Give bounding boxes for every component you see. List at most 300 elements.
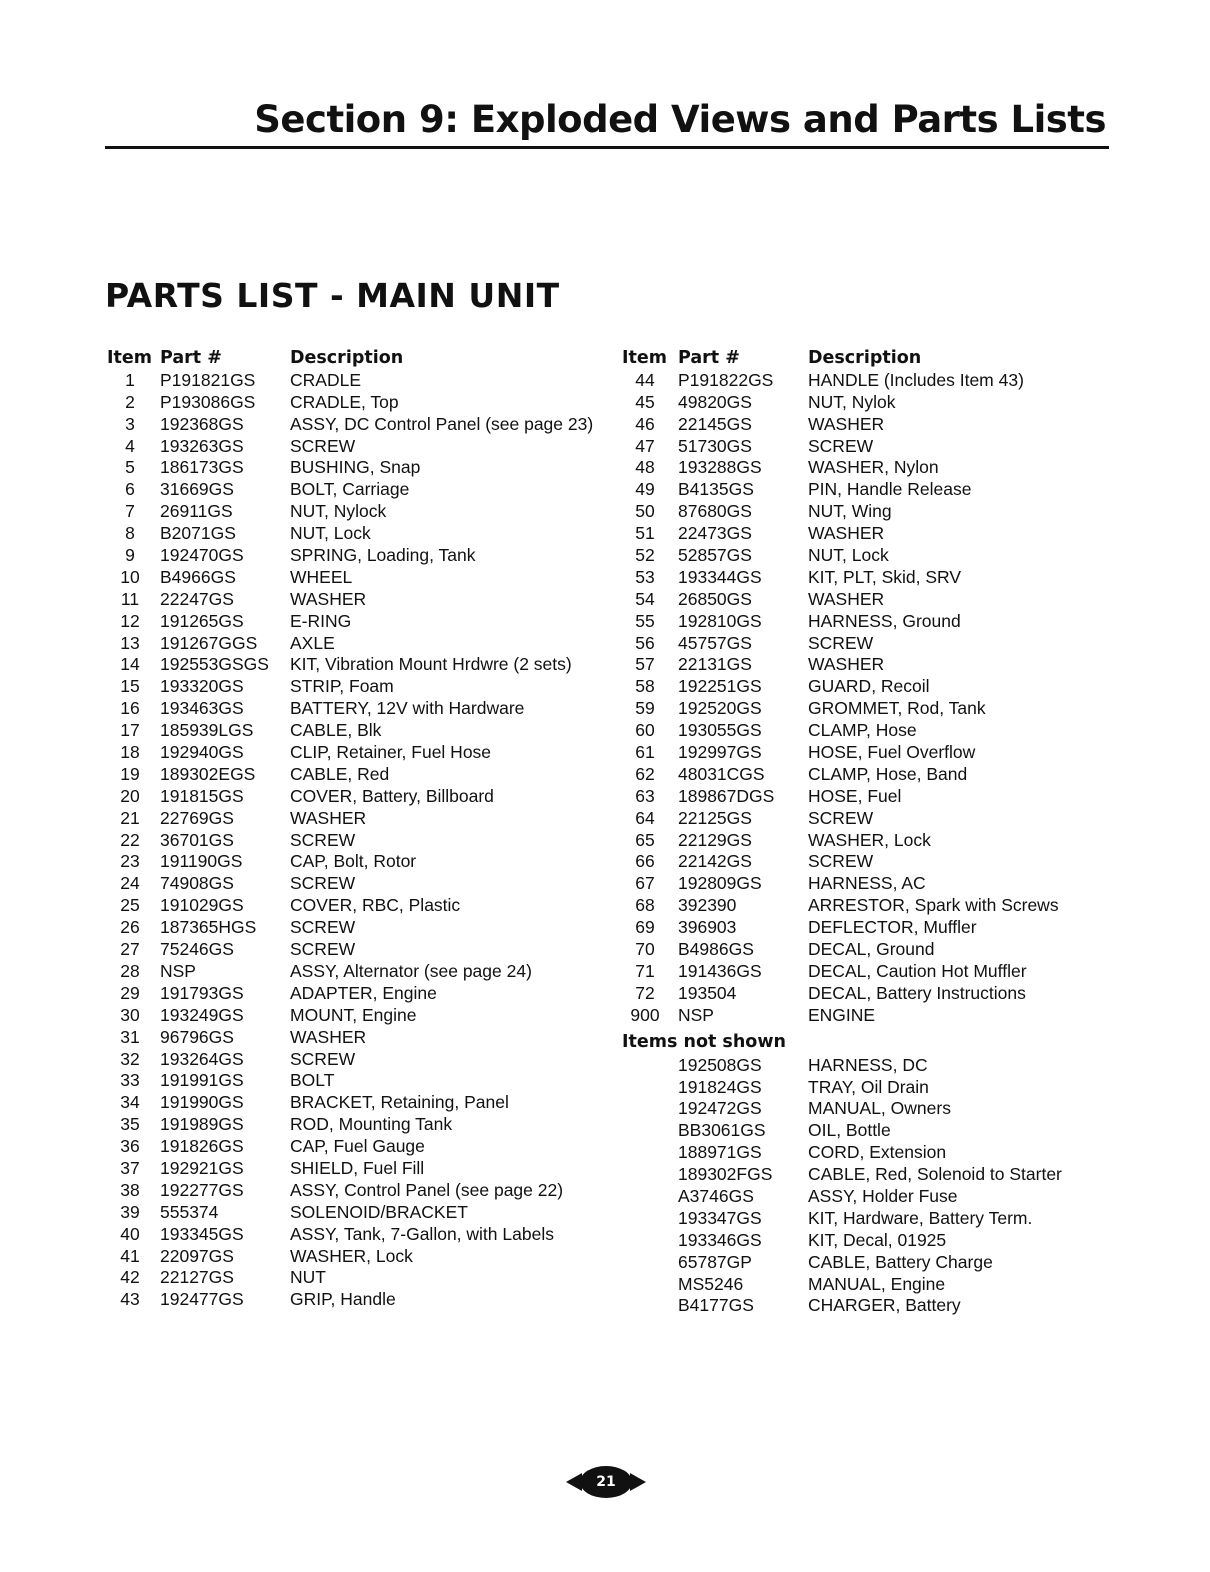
item-number: 69	[635, 917, 655, 938]
part-description: ADAPTER, Engine	[290, 982, 437, 1003]
table-row	[622, 982, 1026, 1005]
item-number: 46	[635, 413, 655, 434]
part-description: HOSE, Fuel	[808, 785, 902, 806]
table-row	[622, 479, 972, 501]
part-description: DECAL, Ground	[808, 939, 935, 960]
part-description: NUT, Wing	[808, 501, 892, 522]
item-number: 14	[120, 654, 140, 675]
item-number: 2	[125, 391, 135, 412]
item-number: 36	[120, 1136, 140, 1157]
table-row	[622, 545, 889, 567]
part-number: 193463GS	[160, 698, 244, 719]
item-number: 64	[635, 807, 655, 828]
table-row	[622, 917, 977, 939]
part-number: 87680GS	[678, 501, 752, 522]
part-number: 96796GS	[160, 1026, 234, 1047]
item-number: 38	[120, 1179, 140, 1200]
part-number: 192809GS	[678, 873, 762, 894]
part-description: CAP, Bolt, Rotor	[290, 851, 417, 872]
item-number: 60	[635, 720, 655, 741]
item-number: 67	[635, 873, 655, 894]
part-description: ARRESTOR, Spark with Screws	[808, 895, 1059, 916]
table-row	[622, 742, 976, 764]
part-number: A3746GS	[678, 1185, 754, 1206]
item-number: 39	[120, 1201, 140, 1222]
items-not-shown-body	[622, 1054, 1062, 1318]
item-number: 47	[635, 435, 655, 456]
part-description: ENGINE	[808, 1004, 876, 1025]
item-number: 71	[635, 960, 655, 981]
table-row	[622, 1098, 951, 1120]
part-description: DEFLECTOR, Muffler	[808, 917, 977, 938]
part-number: 31669GS	[160, 479, 234, 500]
part-number: 22131GS	[678, 654, 752, 675]
part-description: DECAL, Caution Hot Muffler	[808, 960, 1027, 981]
part-description: WASHER	[808, 523, 885, 544]
table-header	[622, 348, 922, 370]
item-number: 23	[120, 851, 140, 872]
part-number: 74908GS	[160, 873, 234, 894]
part-number: B4177GS	[678, 1295, 754, 1316]
item-number: 34	[120, 1092, 140, 1113]
part-number: B2071GS	[160, 523, 236, 544]
table-row	[622, 1229, 947, 1252]
part-description: CHARGER, Battery	[808, 1295, 961, 1316]
table-row	[622, 369, 1024, 392]
part-description: SCREW	[290, 917, 356, 938]
part-number: 22129GS	[678, 829, 752, 850]
part-description: HARNESS, Ground	[808, 610, 961, 631]
part-description: COVER, Battery, Billboard	[290, 785, 494, 806]
table-row	[622, 413, 885, 436]
part-number: 189302FGS	[678, 1164, 773, 1185]
part-number: 26911GS	[160, 501, 233, 522]
part-number: 192810GS	[678, 610, 762, 631]
part-description: ASSY, Tank, 7-Gallon, with Labels	[290, 1223, 554, 1244]
part-description: SCREW	[808, 807, 874, 828]
title-divider	[105, 146, 1109, 149]
part-description: SCREW	[808, 851, 874, 872]
part-number: 396903	[678, 917, 737, 938]
part-number: 49820GS	[678, 391, 752, 412]
part-column-header: Part #	[160, 348, 222, 368]
part-description: NUT	[290, 1267, 326, 1288]
part-description: SCREW	[290, 1048, 356, 1069]
part-number: BB3061GS	[678, 1120, 766, 1141]
part-description: SOLENOID/BRACKET	[290, 1201, 468, 1222]
table-row	[622, 720, 917, 742]
part-number: 22142GS	[678, 851, 752, 872]
table-row	[622, 610, 961, 633]
item-number: 17	[120, 720, 140, 741]
item-number: 18	[120, 742, 140, 763]
part-description: DECAL, Battery Instructions	[808, 982, 1026, 1003]
item-number: 48	[635, 457, 655, 478]
table-row	[622, 1004, 876, 1027]
part-number: 189302EGS	[160, 763, 256, 784]
part-number: 192921GS	[160, 1157, 244, 1178]
table-row	[622, 1295, 961, 1317]
table-row	[622, 1164, 1062, 1186]
part-number: 192368GS	[160, 413, 244, 434]
table-row	[622, 960, 1027, 983]
part-description: CRADLE, Top	[290, 391, 399, 412]
part-number: 36701GS	[160, 829, 234, 850]
part-number: 75246GS	[160, 939, 234, 960]
part-number: 191989GS	[160, 1114, 244, 1135]
part-number: 555374	[160, 1201, 219, 1222]
item-number: 49	[635, 479, 655, 500]
item-number: 70	[635, 939, 655, 960]
item-number: 57	[635, 654, 655, 675]
part-description: CLAMP, Hose	[808, 720, 917, 741]
part-description: BOLT	[290, 1070, 335, 1091]
item-number: 15	[120, 676, 140, 697]
item-number: 55	[635, 610, 655, 631]
part-number: 193249GS	[160, 1004, 244, 1025]
part-description: OIL, Bottle	[808, 1120, 891, 1141]
table-row	[622, 698, 986, 720]
part-number: NSP	[160, 960, 196, 981]
part-number: P193086GS	[160, 391, 256, 412]
part-description: MANUAL, Engine	[808, 1273, 946, 1294]
part-number: 51730GS	[678, 435, 752, 456]
table-row	[622, 873, 926, 895]
part-number: B4966GS	[160, 566, 236, 587]
item-number: 11	[120, 588, 140, 609]
part-description: CABLE, Battery Charge	[808, 1251, 993, 1272]
part-number: B4986GS	[678, 939, 754, 960]
part-description: ASSY, DC Control Panel (see page 23)	[290, 413, 594, 434]
item-number: 31	[120, 1026, 140, 1047]
table-row	[622, 807, 874, 830]
part-number: 193504	[678, 982, 737, 1003]
part-number: 192472GS	[678, 1098, 762, 1119]
item-number: 6	[125, 479, 135, 500]
item-number: 54	[635, 588, 655, 609]
part-description: WASHER	[290, 1026, 367, 1047]
part-number: 191826GS	[160, 1136, 244, 1157]
item-number: 1	[125, 369, 135, 390]
part-number: 22127GS	[160, 1267, 234, 1288]
table-row	[622, 457, 939, 479]
part-description: PIN, Handle Release	[808, 479, 972, 500]
table-body	[622, 369, 1059, 1027]
item-number: 53	[635, 566, 655, 587]
part-description: CABLE, Red	[290, 763, 390, 784]
table-row	[622, 654, 885, 676]
item-number: 30	[120, 1004, 140, 1025]
item-number: 27	[120, 939, 140, 960]
item-number: 72	[635, 982, 655, 1003]
item-number: 25	[120, 895, 140, 916]
part-number: 185939LGS	[160, 720, 254, 741]
part-description: BRACKET, Retaining, Panel	[290, 1092, 509, 1113]
part-description: WASHER	[290, 807, 367, 828]
part-description: SPRING, Loading, Tank	[290, 545, 476, 566]
table-row	[622, 895, 1059, 917]
item-number: 42	[120, 1267, 140, 1288]
part-description: NUT, Lock	[290, 523, 371, 544]
part-description: WASHER	[290, 588, 367, 609]
part-description: WASHER, Lock	[808, 829, 931, 850]
part-number: 45757GS	[678, 632, 752, 653]
part-description: KIT, Hardware, Battery Term.	[808, 1207, 1033, 1228]
part-number: 191265GS	[160, 610, 244, 631]
section-title: Section 9: Exploded Views and Parts Lists	[254, 98, 1106, 141]
part-number: 189867DGS	[678, 785, 775, 806]
part-description: NUT, Nylok	[808, 391, 896, 412]
part-description: SHIELD, Fuel Fill	[290, 1157, 425, 1178]
part-number: MS5246	[678, 1273, 744, 1294]
item-number: 26	[120, 917, 140, 938]
table-row	[622, 632, 874, 655]
item-number: 13	[120, 632, 140, 653]
table-row	[622, 1076, 929, 1099]
part-number: 192520GS	[678, 698, 762, 719]
part-description: SCREW	[290, 829, 356, 850]
item-number: 45	[635, 391, 655, 412]
part-number: 193346GS	[678, 1229, 762, 1250]
part-number: 193344GS	[678, 566, 762, 587]
item-number: 62	[635, 763, 655, 784]
item-number: 43	[120, 1289, 140, 1310]
part-description: SCREW	[808, 435, 874, 456]
part-description: KIT, PLT, Skid, SRV	[808, 566, 962, 587]
item-number: 66	[635, 851, 655, 872]
part-number: 192997GS	[678, 742, 762, 763]
part-description: WASHER, Nylon	[808, 457, 939, 478]
table-row	[622, 763, 968, 786]
part-number: 191267GGS	[160, 632, 258, 653]
item-number: 61	[635, 742, 655, 763]
part-description: BOLT, Carriage	[290, 479, 410, 500]
item-number: 4	[125, 435, 135, 456]
part-number: 188971GS	[678, 1142, 762, 1163]
item-number: 9	[125, 545, 135, 566]
item-number: 20	[120, 785, 140, 806]
item-number: 10	[120, 566, 140, 587]
description-column-header: Description	[808, 348, 922, 368]
part-description: SCREW	[808, 632, 874, 653]
item-number: 58	[635, 676, 655, 697]
item-number: 12	[120, 610, 140, 631]
part-number: P191821GS	[160, 369, 256, 390]
table-row	[622, 435, 874, 458]
part-number: 65787GP	[678, 1251, 752, 1272]
part-description: CLAMP, Hose, Band	[808, 763, 968, 784]
part-description: AXLE	[290, 632, 335, 653]
part-number: 193055GS	[678, 720, 762, 741]
item-number: 28	[120, 960, 140, 981]
part-description: SCREW	[290, 939, 356, 960]
part-number: 192508GS	[678, 1054, 762, 1075]
item-number: 19	[120, 763, 140, 784]
part-description: SCREW	[290, 435, 356, 456]
item-number: 68	[635, 895, 655, 916]
item-number: 37	[120, 1157, 140, 1178]
table-row	[622, 851, 874, 873]
item-number: 41	[120, 1245, 140, 1266]
part-number: 193347GS	[678, 1207, 762, 1228]
table-row	[622, 1142, 947, 1164]
table-row	[622, 523, 885, 545]
part-column-header: Part #	[678, 348, 740, 368]
item-number: 33	[120, 1070, 140, 1091]
part-description: KIT, Decal, 01925	[808, 1229, 947, 1250]
item-number: 65	[635, 829, 655, 850]
table-row	[622, 1273, 946, 1296]
item-column-header: Item	[622, 348, 667, 368]
table-row	[622, 1251, 993, 1274]
part-description: COVER, RBC, Plastic	[290, 895, 461, 916]
part-description: WASHER, Lock	[290, 1245, 413, 1266]
table-row	[622, 566, 962, 589]
part-description: WASHER	[808, 588, 885, 609]
part-description: HARNESS, AC	[808, 873, 926, 894]
part-description: WASHER	[808, 654, 885, 675]
part-description: BATTERY, 12V with Hardware	[290, 698, 525, 719]
part-description: HOSE, Fuel Overflow	[808, 742, 976, 763]
part-number: 191436GS	[678, 960, 762, 981]
part-number: 186173GS	[160, 457, 244, 478]
part-number: 187365HGS	[160, 917, 257, 938]
part-description: NUT, Nylock	[290, 501, 387, 522]
part-number: 191793GS	[160, 982, 244, 1003]
part-number: P191822GS	[678, 369, 774, 390]
item-number: 22	[120, 829, 140, 850]
table-row	[622, 1207, 1033, 1230]
part-description: ASSY, Control Panel (see page 22)	[290, 1179, 564, 1200]
part-number: 22247GS	[160, 588, 234, 609]
part-number: 192277GS	[160, 1179, 244, 1200]
part-number: 22769GS	[160, 807, 234, 828]
table-row	[622, 1120, 891, 1142]
part-number: 192553GSGS	[160, 654, 269, 675]
part-description: NUT, Lock	[808, 545, 889, 566]
part-number: 193288GS	[678, 457, 762, 478]
item-number: 16	[120, 698, 140, 719]
part-number: 26850GS	[678, 588, 752, 609]
items-not-shown-heading: Items not shown	[622, 1031, 786, 1052]
part-number: 193263GS	[160, 435, 244, 456]
item-number: 63	[635, 785, 655, 806]
table-row	[622, 939, 935, 961]
part-description: CLIP, Retainer, Fuel Hose	[290, 742, 492, 763]
page-number: 21	[596, 1474, 616, 1490]
item-number: 3	[125, 413, 135, 434]
part-description: CABLE, Red, Solenoid to Starter	[808, 1164, 1062, 1185]
item-number: 24	[120, 873, 140, 894]
parts-table-right	[622, 348, 1062, 1317]
part-description: STRIP, Foam	[290, 676, 394, 697]
part-number: 22145GS	[678, 413, 752, 434]
part-number: 22473GS	[678, 523, 752, 544]
part-number: 191029GS	[160, 895, 244, 916]
item-number: 29	[120, 982, 140, 1003]
part-number: 192940GS	[160, 742, 244, 763]
table-row	[622, 1054, 928, 1077]
table-row	[622, 785, 902, 808]
part-number: 22125GS	[678, 807, 752, 828]
part-description: HARNESS, DC	[808, 1054, 928, 1075]
item-number: 35	[120, 1114, 140, 1135]
part-description: CABLE, Blk	[290, 720, 382, 741]
part-number: 192251GS	[678, 676, 762, 697]
part-description: MANUAL, Owners	[808, 1098, 951, 1119]
part-number: 193264GS	[160, 1048, 244, 1069]
item-number: 8	[125, 523, 135, 544]
part-number: B4135GS	[678, 479, 754, 500]
part-description: GUARD, Recoil	[808, 676, 930, 697]
table-row	[622, 676, 930, 698]
part-description: SCREW	[290, 873, 356, 894]
item-number: 7	[125, 501, 135, 522]
table-row	[622, 501, 892, 523]
part-description: CRADLE	[290, 369, 361, 390]
item-column-header: Item	[107, 348, 152, 368]
parts-list-heading: PARTS LIST - MAIN UNIT	[105, 276, 560, 315]
item-number: 900	[630, 1004, 660, 1025]
part-description: BUSHING, Snap	[290, 457, 421, 478]
part-number: 193345GS	[160, 1223, 244, 1244]
part-number: 193320GS	[160, 676, 244, 697]
item-number: 5	[125, 457, 135, 478]
table-row	[622, 391, 896, 414]
item-number: 50	[635, 501, 655, 522]
part-description: CAP, Fuel Gauge	[290, 1136, 425, 1157]
item-number: 40	[120, 1223, 140, 1244]
part-description: ASSY, Alternator (see page 24)	[290, 960, 532, 981]
table-row	[622, 829, 931, 852]
item-number: 52	[635, 545, 655, 566]
item-number: 44	[635, 369, 655, 390]
item-number: 59	[635, 698, 655, 719]
part-description: ASSY, Holder Fuse	[808, 1185, 958, 1206]
part-number: 22097GS	[160, 1245, 234, 1266]
part-number: 191990GS	[160, 1092, 244, 1113]
part-number: 191815GS	[160, 785, 244, 806]
part-number: 392390	[678, 895, 737, 916]
part-number: 191991GS	[160, 1070, 244, 1091]
part-description: E-RING	[290, 610, 352, 631]
part-description: MOUNT, Engine	[290, 1004, 417, 1025]
part-number: 52857GS	[678, 545, 752, 566]
description-column-header: Description	[290, 348, 404, 368]
part-number: 192477GS	[160, 1289, 244, 1310]
item-number: 21	[120, 807, 140, 828]
part-description: WASHER	[808, 413, 885, 434]
part-description: TRAY, Oil Drain	[808, 1076, 929, 1097]
part-description: CORD, Extension	[808, 1142, 947, 1163]
page-number-badge	[566, 1465, 646, 1499]
part-description: GRIP, Handle	[290, 1289, 396, 1310]
part-description: GROMMET, Rod, Tank	[808, 698, 986, 719]
part-description: HANDLE (Includes Item 43)	[808, 369, 1024, 390]
part-number: 192470GS	[160, 545, 244, 566]
part-description: ROD, Mounting Tank	[290, 1114, 453, 1135]
table-row	[622, 1185, 958, 1208]
item-number: 32	[120, 1048, 140, 1069]
part-number: 48031CGS	[678, 763, 765, 784]
table-row	[622, 588, 885, 611]
part-description: KIT, Vibration Mount Hrdwre (2 sets)	[290, 654, 572, 675]
part-number: 191190GS	[160, 851, 243, 872]
item-number: 56	[635, 632, 655, 653]
item-number: 51	[635, 523, 655, 544]
part-number: NSP	[678, 1004, 714, 1025]
part-number: 191824GS	[678, 1076, 762, 1097]
